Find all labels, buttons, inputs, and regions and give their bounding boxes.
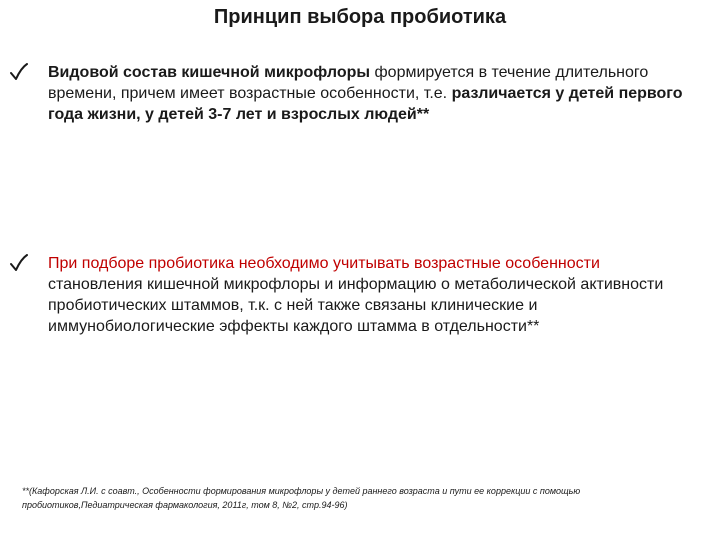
bullet-text [48,253,690,337]
bullet-body: становления кишечной микрофлоры и информацию о метаболической активности пробиотических штаммов, т.к. с ней также связаны клинические и иммунобиологические эффекты каждого штамма в отдельности** [48,276,664,335]
bullet-item [10,62,690,125]
bullet-emphasis: различается у детей первого года жизни, у детей 3-7 лет и взрослых людей** [48,85,683,123]
bullet-emphasis: Видовой состав кишечной микрофлоры [48,64,371,81]
bullet-emphasis-red: При подборе пробиотика необходимо учитывать возрастные особенности [48,255,600,272]
checkmark-icon [10,62,28,82]
bullet-body: формируется в течение длительного времени, причем имеет возрастные особенности, т.е. [48,64,649,102]
slide-title: Принцип выбора пробиотика [213,6,507,28]
bullet-text [48,62,690,125]
bullet-item [10,253,690,337]
checkmark-icon [10,253,28,273]
footnote: **(Кафорская Л.И. с соавт., Особенности формирования микрофлоры у детей раннего возраста и пути ее коррекции с помощью пробиотиков,Педиатрическая фармакология, 2011г, том 8, №2, стр.94-96) [22,486,581,510]
